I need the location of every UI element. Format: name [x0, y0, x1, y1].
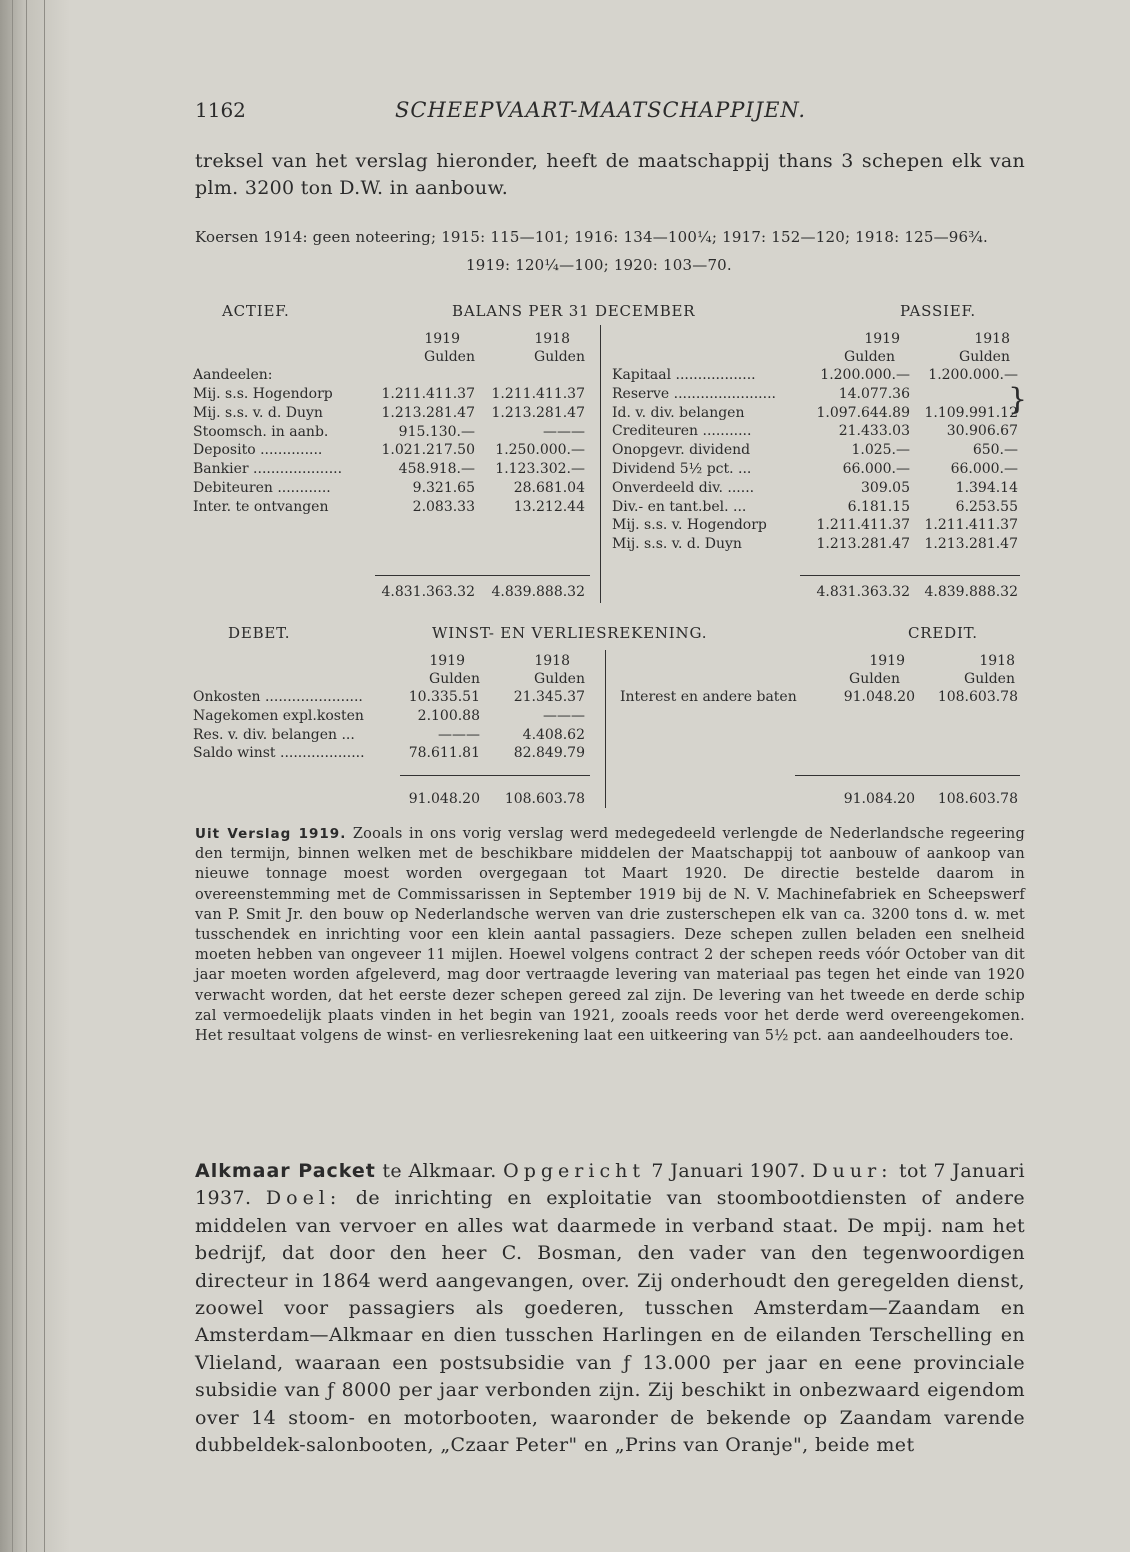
passief-row-v1919: 1.213.281.47: [816, 536, 910, 553]
doel-text: de inrichting en exploitatie van stoombootdiensten of andere middelen van vervoer en alles wat daarmede in verband staat. De mpij. nam het bedrijf, dat door den heer C. Bosman, den vader van den tegenwoordigen directeur in 1864 werd aangevangen, over. Zij onderhoudt den geregelden dienst, zoowel voor passagiers als goederen, tusschen Amsterdam—Zaandam en Amsterdam—Alkmaar en dien tusschen Harlingen en de eilanden Terschelling en Vlieland, waaraan een postsubsidie van ƒ 13.000 per jaar en eene provinciale subsidie van ƒ 8000 per jaar verbonden zijn. Zij beschikt in onbezwaard eigendom over 14 stoom- en motorbooten, waaronder de bekende op Zaandam varende dubbeldek-salonbooten, „Czaar Peter" en „Prins van Oranje", beide met: [195, 1187, 1025, 1457]
total-credit-1918: 108.603.78: [937, 791, 1018, 807]
actief-row-v1918: 13.212.44: [513, 498, 585, 515]
col-unit: Gulden: [534, 671, 585, 687]
doel-label: Doel:: [265, 1187, 342, 1210]
actief-row-v1919: 1.213.281.47: [381, 404, 475, 421]
passief-row-label: Reserve .......................: [612, 385, 776, 402]
company-entry: [195, 1158, 1025, 1459]
actief-row-label: Deposito ..............: [193, 442, 323, 459]
actief-row-label: Mij. s.s. Hogendorp: [193, 386, 333, 402]
total-rule: [800, 575, 1020, 576]
passief-row-v1918: [912, 385, 1018, 403]
actief-row-v1919: 915.130.—: [398, 423, 475, 440]
passief-label: PASSIEF.: [900, 302, 976, 320]
passief-row-label: Kapitaal ..................: [612, 367, 756, 383]
verslag-text: Zooals in ons vorig verslag werd medegedeeld verlengde de Nederlandsche regeering den termijn, binnen welken met de beschikbare middelen der Maatschappij tot aanbouw of aankoop van nieuwe tonnage moest worden overgegaan tot Maart 1920. De directie bestelde daarom in overeenstemming met de Commissarissen in September 1919 bij de N. V. Machinefabriek en Scheepswerf van P. Smit Jr. den bouw op Nederlandsche werven van drie zusterschepen elk van ca. 3200 tons d. w. met tusschendek en inrichting voor een klein aantal passagiers. Deze schepen zullen beladen een snelheid moeten hebben van ongeveer 11 mijlen. Hoewel volgens contract 2 der schepen reeds vóór October van dit jaar moeten worden afgeleverd, mag door vertraagde levering van materiaal pas tegen het einde van 1920 verwacht worden, dat het eerste dezer schepen gereed zal zijn. De levering van het tweede en derde schip zal vermoedelijk plaats vinden in het begin van 1921, zooals reeds voor het derde werd overeengekomen. Het resultaat volgens de winst- en verliesrekening laat een uitkeering van 5½ pct. aan aandeelhouders toe.: [195, 826, 1026, 1045]
company-name: Alkmaar Packet: [195, 1160, 376, 1182]
page-edge-shadow: [0, 0, 70, 1552]
opgericht-value: 7 Januari 1907.: [644, 1160, 813, 1182]
col-unit: Gulden: [424, 349, 475, 365]
page-edge-line: [44, 0, 45, 1552]
actief-row-v1918: 1.250.000.—: [495, 442, 585, 459]
debet-row-v1918: ———: [543, 707, 585, 724]
debet-row-label: Res. v. div. belangen ...: [193, 726, 355, 743]
duur-value: tot 7 Januari 1937.: [195, 1160, 1026, 1210]
debet-row-v1919: 10.335.51: [408, 689, 480, 705]
page-edge-line: [12, 0, 13, 1552]
passief-row-label: Mij. s.s. v. d. Duyn: [612, 536, 742, 553]
passief-row-label: Onverdeeld div. ......: [612, 479, 755, 496]
total-rule: [400, 775, 590, 776]
debet-row-v1918: 82.849.79: [513, 745, 585, 762]
debet-row-v1918: 21.345.37: [513, 689, 585, 705]
debet-row-v1919: ———: [438, 726, 480, 743]
debet-row-label: Nagekomen expl.kosten: [193, 707, 364, 724]
passief-row-v1919: 1.200.000.—: [820, 367, 910, 383]
duur-label: Duur:: [812, 1160, 893, 1182]
actief-row-v1919: 1.211.411.37: [381, 386, 475, 402]
total-actief-1919: 4.831.363.32: [381, 584, 475, 600]
passief-row-v1918: 6.253.55: [955, 498, 1018, 515]
col-year: 1918: [974, 331, 1010, 347]
passief-row-label: Crediteuren ...........: [612, 423, 752, 440]
credit-row-label: Interest en andere baten: [620, 689, 797, 705]
passief-row-v1918: 1.211.411.37: [924, 517, 1018, 534]
actief-row-v1918: 1.213.281.47: [491, 404, 585, 421]
col-year: 1918: [534, 653, 570, 669]
credit-row-v1918: 108.603.78: [937, 689, 1018, 705]
running-title: SCHEEPVAART-MAATSCHAPPIJEN.: [395, 98, 807, 122]
passief-row-label: Dividend 5½ pct. ...: [612, 461, 752, 477]
debet-label: DEBET.: [228, 624, 291, 642]
passief-row-v1918: 1.394.14: [955, 479, 1018, 496]
koersen-line-2: 1919: 120¼—100; 1920: 103—70.: [466, 256, 732, 274]
actief-row-v1919: 9.321.65: [412, 480, 475, 496]
passief-row-v1919: 6.181.15: [847, 498, 910, 515]
col-unit: Gulden: [964, 671, 1015, 687]
winst-divider: [605, 650, 606, 808]
debet-row-label: Onkosten ......................: [193, 689, 363, 705]
debet-row-v1918: 4.408.62: [522, 726, 585, 743]
balans-divider: [600, 325, 601, 603]
brace: }: [1008, 382, 1028, 417]
total-passief-1918: 4.839.888.32: [924, 584, 1018, 600]
actief-row-v1919: 1.021.217.50: [381, 442, 475, 459]
total-passief-1919: 4.831.363.32: [816, 584, 910, 600]
page-edge-line: [26, 0, 27, 1552]
col-unit: Gulden: [429, 671, 480, 687]
passief-row-v1918: 1.213.281.47: [924, 536, 1018, 553]
debet-row-v1919: 78.611.81: [408, 745, 480, 762]
total-debet-1918: 108.603.78: [504, 791, 585, 807]
balans-title: BALANS PER 31 DECEMBER: [452, 302, 696, 320]
actief-row-v1918: 1.123.302.—: [495, 461, 585, 478]
actief-group-label: Aandeelen:: [193, 367, 273, 383]
passief-row-label: Id. v. div. belangen: [612, 404, 745, 421]
passief-row-v1918: 1.200.000.—: [928, 367, 1018, 383]
company-place: te Alkmaar.: [375, 1160, 504, 1182]
actief-row-v1919: 458.918.—: [398, 461, 475, 478]
passief-row-v1918: 1.109.991.12: [924, 404, 1018, 421]
credit-row-v1919: 91.048.20: [843, 689, 915, 705]
actief-row-label: Bankier ....................: [193, 461, 343, 478]
actief-row-label: Debiteuren ............: [193, 480, 331, 496]
col-unit: Gulden: [959, 349, 1010, 365]
passief-row-v1919: 1.097.644.89: [816, 404, 910, 421]
intro-text: treksel van het verslag hieronder, heeft de maatschappij thans 3 schepen elk van plm. 3200 ton D.W. in aanbouw.: [195, 150, 1025, 199]
debet-row-v1919: 2.100.88: [417, 707, 480, 724]
col-year: 1919: [424, 331, 460, 347]
passief-row-v1918: 30.906.67: [946, 423, 1018, 440]
col-year: 1918: [534, 331, 570, 347]
passief-row-v1919: 66.000.—: [842, 461, 910, 477]
col-year: 1918: [979, 653, 1015, 669]
actief-row-v1919: 2.083.33: [412, 498, 475, 515]
passief-row-v1919: 1.211.411.37: [816, 517, 910, 534]
col-unit: Gulden: [844, 349, 895, 365]
passief-row-label: Mij. s.s. v. Hogendorp: [612, 517, 767, 534]
passief-row-label: Div.- en tant.bel. ...: [612, 498, 747, 515]
page-number: 1162: [195, 98, 246, 122]
actief-row-v1918: 1.211.411.37: [491, 386, 585, 402]
opgericht-label: Opgericht: [503, 1160, 645, 1182]
actief-row-label: Inter. te ontvangen: [193, 498, 329, 515]
col-unit: Gulden: [534, 349, 585, 365]
passief-row-v1919: 309.05: [861, 479, 910, 496]
col-year: 1919: [869, 653, 905, 669]
total-credit-1919: 91.084.20: [843, 791, 915, 807]
col-year: 1919: [429, 653, 465, 669]
passief-row-v1919: 14.077.36: [838, 385, 910, 402]
total-rule: [375, 575, 590, 576]
actief-label: ACTIEF.: [222, 302, 290, 320]
actief-row-v1918: ———: [543, 423, 585, 440]
total-debet-1919: 91.048.20: [408, 791, 480, 807]
passief-row-label: Onopgevr. dividend: [612, 442, 751, 459]
passief-row-v1919: 1.025.—: [851, 442, 910, 459]
actief-row-v1918: 28.681.04: [513, 480, 585, 496]
debet-row-label: Saldo winst ...................: [193, 745, 365, 762]
winst-title: WINST- EN VERLIESREKENING.: [432, 624, 708, 642]
koersen-line-1: Koersen 1914: geen noteering; 1915: 115—101; 1916: 134—100¼; 1917: 152—120; 1918: 125—96¾.: [195, 228, 988, 246]
passief-row-v1918: 66.000.—: [950, 461, 1018, 477]
total-actief-1918: 4.839.888.32: [491, 584, 585, 600]
verslag-lead: Uit Verslag 1919.: [195, 826, 347, 842]
credit-label: CREDIT.: [908, 624, 978, 642]
col-unit: Gulden: [849, 671, 900, 687]
actief-row-label: Mij. s.s. v. d. Duyn: [193, 404, 323, 421]
passief-row-v1919: 21.433.03: [838, 423, 910, 440]
total-rule: [795, 775, 1020, 776]
passief-row-v1918: 650.—: [972, 442, 1018, 459]
actief-row-label: Stoomsch. in aanb.: [193, 423, 329, 440]
verslag-paragraph: [195, 824, 1025, 1046]
col-year: 1919: [864, 331, 900, 347]
